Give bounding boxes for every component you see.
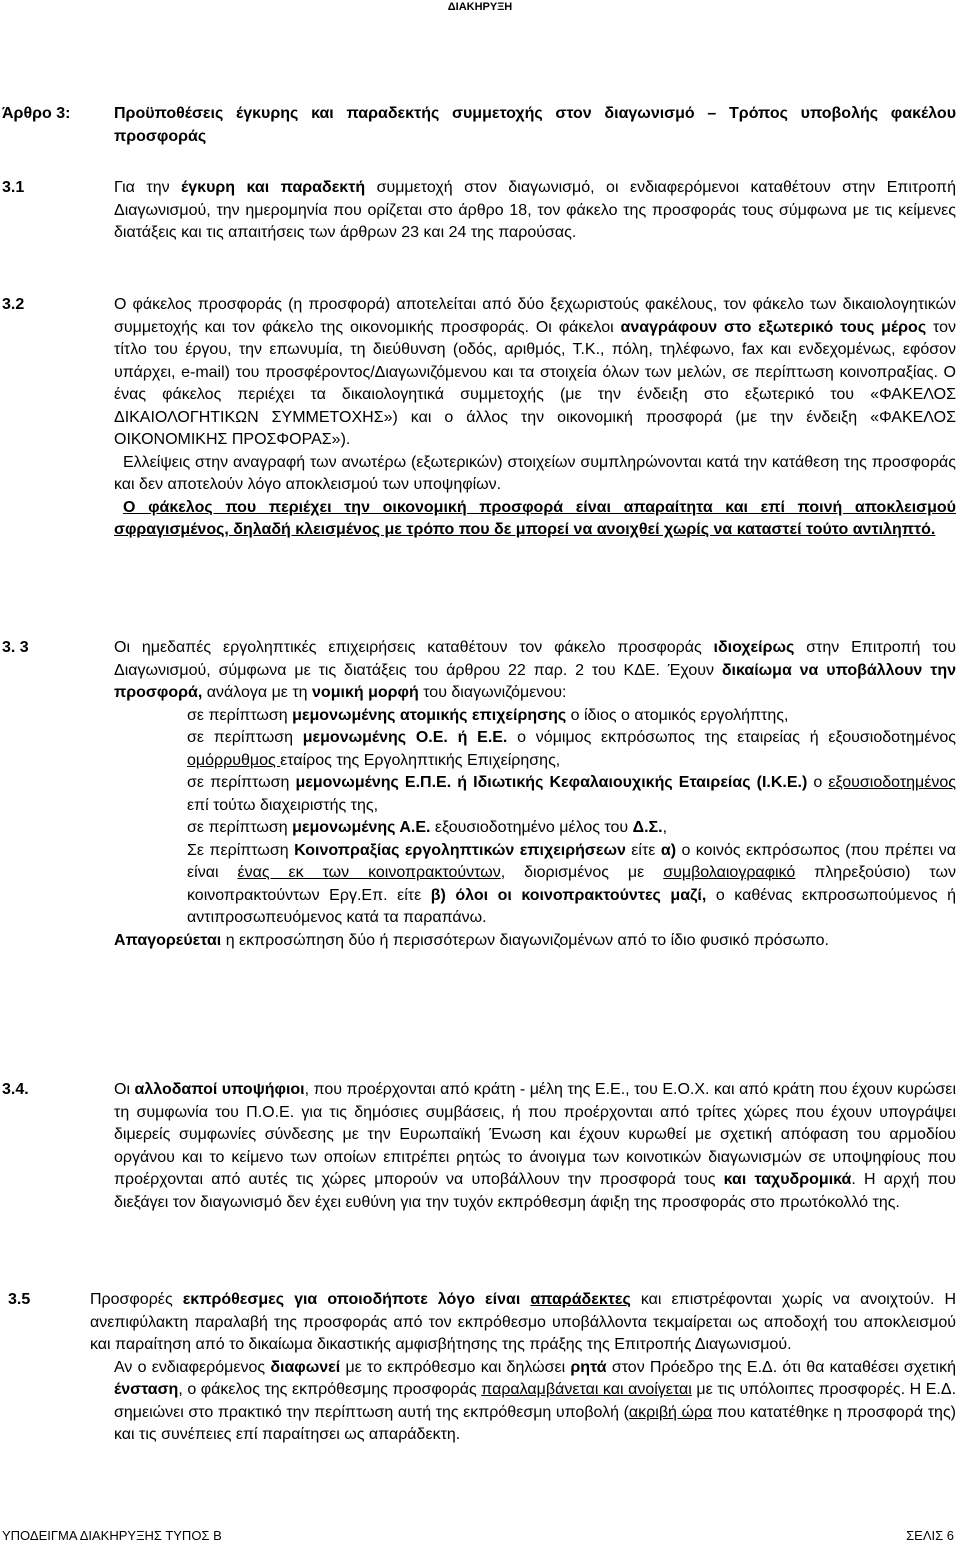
footer-document-type: ΥΠΟΔΕΙΓΜΑ ΔΙΑΚΗΡΥΞΗΣ ΤΥΠΟΣ Β — [2, 1528, 222, 1543]
list-item: σε περίπτωση μεμονωμένης Ο.Ε. ή Ε.Ε. ο νόμιμος εκπρόσωπος της εταιρείας ή εξουσιοδοτημένος ομόρρυθμος εταίρος της Εργοληπτικής Επιχείρησης, — [187, 729, 957, 769]
section-3-5-text — [90, 1289, 956, 1447]
list-item: σε περίπτωση μεμονωμένης Α.Ε. εξουσιοδοτημένο μέλος του Δ.Σ., — [187, 819, 668, 836]
section-3-2-text — [114, 294, 956, 542]
section-3-3-prohibition: Απαγορεύεται η εκπροσώπηση δύο ή περισσότερων διαγωνιζομένων από το ίδιο φυσικό πρόσωπο. — [114, 931, 829, 949]
section-3-5-objection: Αν ο ενδιαφερόμενος διαφωνεί με το εκπρόθεσμο και δηλώσει ρητά στον Πρόεδρο της Ε.Δ. ότι θα καταθέσει σχετική ένσταση, ο φάκελος της εκπρόθεσμης προσφοράς παραλαμβάνεται και ανοίγεται με τις υπόλοιπες προσφορές. Η Ε.Δ. σημειώνει στο πρακτικό την περίπτωση αυτή της εκπρόθεσμη υποβολή (ακριβή ώρα που κατατέθηκε η προσφορά της) και τις συνέπειες επί παραίτησει ως απαράδεκτη. — [114, 1358, 957, 1443]
representation-list — [187, 705, 956, 930]
section-3-3-intro: Οι ημεδαπές εργοληπτικές επιχειρήσεις καταθέτουν τον φάκελο προσφοράς ιδιοχείρως στην Επιτροπή του Διαγωνισμού, σύμφωνα με τις διατάξεις του άρθρου 22 παρ. 2 του ΚΔΕ. Έχουν δικαίωμα να υποβάλλουν την προσφορά, ανάλογα με τη νομική μορφή του διαγωνιζόμενου: — [114, 639, 957, 701]
section-3-1-number: 3.1 — [2, 179, 25, 196]
section-3-2-deficiencies: Ελλείψεις στην αναγραφή των ανωτέρω (εξωτερικών) στοιχείων συμπληρώνονται κατά την κατάθεση της προσφοράς και δεν αποτελούν λόγο αποκλεισμού των υποψηφίων. — [114, 453, 956, 493]
section-3-2-number: 3.2 — [2, 296, 25, 313]
section-3-5-paragraph: Προσφορές εκπρόθεσμες για οποιοδήποτε λόγο είναι απαράδεκτες και επιστρέφονται χωρίς να ανοιχτούν. Η ανεπιφύλακτη παραλαβή της προσφοράς από τον εκπρόθεσμο υποβάλλοντα τεκμαίρεται ως αποδοχή του αποκλεισμού και παραίτηση από το δικαίωμα δικαστικής αμφισβήτησης της πράξης της Επιτροπής Διαγωνισμού. — [90, 1291, 956, 1353]
section-3-2-sealed-envelope: Ο φάκελος που περιέχει την οικονομική προσφορά είναι απαραίτητα και επί ποινή αποκλεισμού σφραγισμένος, δηλαδή κλεισμένος με τρόπο που δε μπορεί να ανοιχθεί χωρίς να καταστεί τούτο αντιληπτό. — [114, 498, 956, 538]
article-title: Προϋποθέσεις έγκυρης και παραδεκτής συμμετοχής στον διαγωνισμό – Τρόπος υποβολής φακέλου προσφοράς — [114, 105, 956, 145]
section-3-2-paragraph: Ο φάκελος προσφοράς (η προσφορά) αποτελείται από δύο ξεχωριστούς φακέλους, τον φάκελο των δικαιολογητικών συμμετοχής και τον φάκελο της οικονομικής προσφοράς. Οι φάκελοι αναγράφουν στο εξωτερικό τους μέρος τον τίτλο του έργου, την επωνυμία, τη διεύθυνση (οδός, αριθμός, Τ.Κ., πόλη, τηλέφωνο, fax και ενδεχομένως, εφόσον υπάρχει, e-mail) του προσφέροντος/Διαγωνιζόμενου και τα στοιχεία όλων των μελών, σε περίπτωση κοινοπραξίας. Ο ένας φάκελος περιέχει τα δικαιολογητικά συμμετοχής (με την ένδειξη στο εξωτερικό του «ΦΑΚΕΛΟΣ ΔΙΚΑΙΟΛΟΓΗΤΙΚΩΝ ΣΥΜΜΕΤΟΧΗΣ») και ο άλλος την οικονομική προσφορά (με την ένδειξη «ΦΑΚΕΛΟΣ ΟΙΚΟΝΟΜΙΚΗΣ ΠΡΟΣΦΟΡΑΣ»). — [114, 296, 956, 448]
section-3-3-text — [114, 637, 956, 952]
section-3-5-number: 3.5 — [8, 1291, 31, 1308]
section-3-4-number: 3.4. — [2, 1081, 29, 1098]
section-3-1-text: Για την έγκυρη και παραδεκτή συμμετοχή στον διαγωνισμό, οι ενδιαφερόμενοι καταθέτουν στην Επιτροπή Διαγωνισμού, την ημερομηνία που ορίζεται στο άρθρο 18, τον φάκελο της προσφοράς τους σύμφωνα με τις κείμενες διατάξεις και τις απαιτήσεις των άρθρων 23 και 24 της παρούσας. — [114, 179, 956, 241]
list-item: σε περίπτωση μεμονωμένης Ε.Π.Ε. ή Ιδιωτικής Κεφαλαιουχικής Εταιρείας (Ι.Κ.Ε.) ο εξουσιοδοτημένος επί τούτω διαχειριστής της, — [187, 774, 957, 814]
list-item: Σε περίπτωση Κοινοπραξίας εργοληπτικών επιχειρήσεων είτε α) ο κοινός εκπρόσωπος (που πρέπει να είναι ένας εκ των κοινοπρακτούντων, διορισμένος με συμβολαιογραφικό πληρεξούσιο) των κοινοπρακτούντων Εργ.Επ. είτε β) όλοι οι κοινοπρακτούντες μαζί, ο καθένας εκπροσωπούμενος ή αντιπροσωπευόμενος κατά τα παραπάνω. — [187, 841, 957, 926]
section-3-4-text: Οι αλλοδαποί υποψήφιοι, που προέρχονται από κράτη - μέλη της Ε.Ε., του Ε.Ο.Χ. και από κράτη που έχουν κυρώσει τη συμφωνία του Π.Ο.Ε. για τις δημόσιες συμβάσεις, ή που προέρχονται από τρίτες χώρες που έχουν υπογράψει διμερείς συμφωνίες σύνδεσης με την Ευρωπαϊκή Ένωση και έχουν κυρωθεί με σχετική απόφαση του αρμοδίου οργάνου και το κείμενο των οποίων επιτρέπει ρητώς το άνοιγμα των κοινοτικών διαγωνισμών σε υποψηφίους που προέρχονται από αυτές τις χώρες μπορούν να υποβάλλουν την προσφορά τους και ταχυδρομικά. Η αρχή που διεξάγει τον διαγωνισμό δεν έχει ευθύνη για την τυχόν εκπρόθεσμη άφιξη της προσφοράς στο πρωτόκολλό της. — [114, 1081, 956, 1211]
article-label: Άρθρο 3: — [2, 105, 71, 122]
page-header: ΔΙΑΚΗΡΥΞΗ — [447, 1, 513, 13]
list-item: σε περίπτωση μεμονωμένης ατομικής επιχείρησης ο ίδιος ο ατομικός εργολήπτης, — [187, 706, 789, 724]
footer-page-number: ΣΕΛΙΣ 6 — [906, 1528, 954, 1543]
section-3-3-number: 3. 3 — [2, 639, 29, 656]
